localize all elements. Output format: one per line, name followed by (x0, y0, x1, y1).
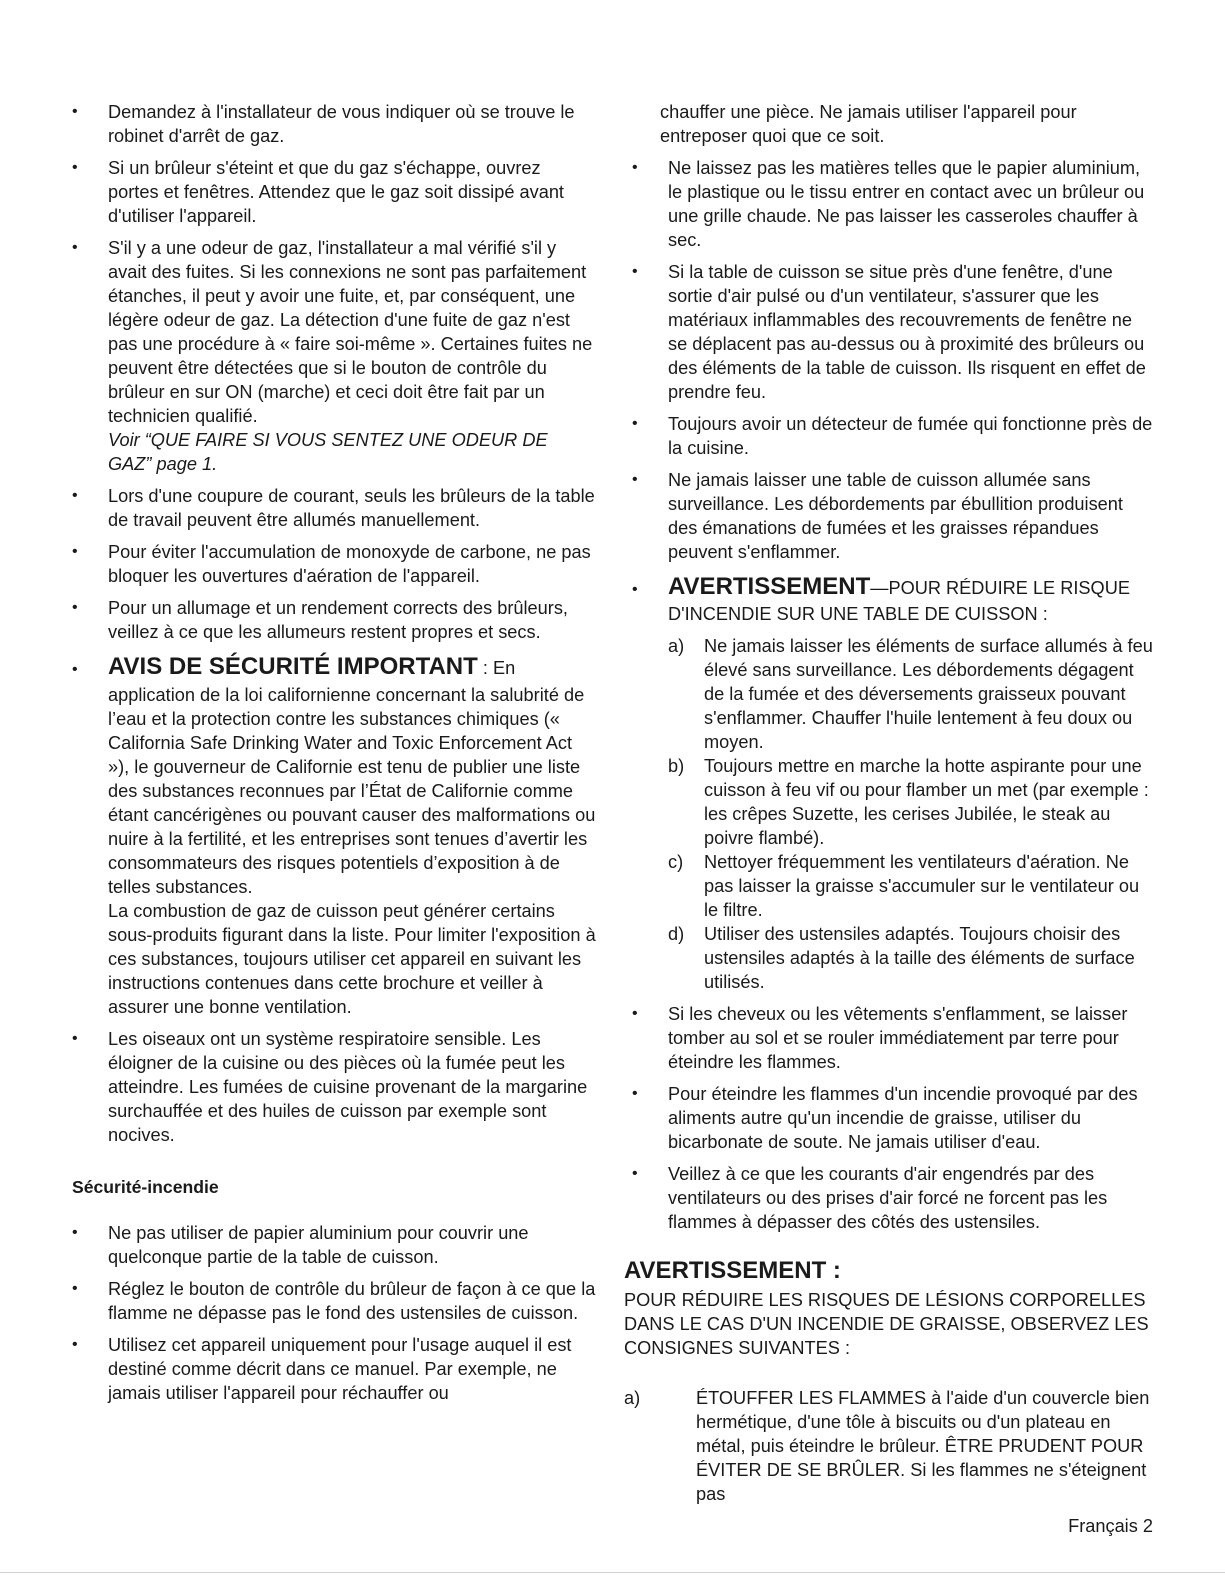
list-item-text: Les oiseaux ont un système respiratoire sensible. Les éloigner de la cuisine ou des pièces où la fumée peut les atteindre. Les fumées de cuisine provenant de la margarine surchauffée et des huiles de cuisson par exemple sont nocives. (108, 1029, 588, 1145)
list-item (624, 1082, 1154, 1154)
list-item (64, 1277, 596, 1325)
sublist-letter: a) (624, 1388, 641, 1408)
bullet-icon: • (632, 471, 638, 488)
sublist-item (668, 850, 1154, 922)
list-item-text: Si les cheveux ou les vêtements s'enflamment, se laisser tomber au sol et se rouler immédiatement par terre pour éteindre les flammes. (668, 1004, 1128, 1072)
list-item (624, 156, 1154, 252)
warning-text (668, 572, 1154, 626)
warning-body: POUR RÉDUIRE LES RISQUES DE LÉSIONS CORPORELLES DANS LE CAS D'UN INCENDIE DE GRAISSE, OBSERVEZ LES CONSIGNES SUIVANTES : (624, 1290, 1149, 1358)
list-item (64, 1333, 596, 1405)
list-item-text: S'il y a une odeur de gaz, l'installateur a mal vérifié s'il y avait des fuites. Si les connexions ne sont pas parfaitement étanches, il peut y avoir une fuite, et, par conséquent, une légère odeur de gaz. La détection d'une fuite de gaz n'est pas une procédure à « faire soi-même ». Certaines fuites ne peuvent être détectées que si le bouton de contrôle du brûleur en sur ON (marche) et ceci doit être fait par un technicien qualifié. (108, 238, 593, 426)
list-item-text: Pour un allumage et un rendement corrects des brûleurs, veillez à ce que les allumeurs restent propres et secs. (108, 598, 568, 642)
bullet-icon: • (72, 159, 78, 176)
list-item (624, 1162, 1154, 1234)
left-column (64, 100, 596, 1413)
bullet-icon: • (72, 487, 78, 504)
sublist-text: Ne jamais laisser les éléments de surface allumés à feu élevé sans surveillance. Les débordements dégagent de la fumée et des déversements graisseux pouvant s'enflammer. Chauffer l'huile lentement à feu doux ou moyen. (704, 636, 1153, 752)
list-item-text: Veillez à ce que les courants d'air engendrés par des ventilateurs ou des prises d'air forcé ne forcent pas les flammes à dépasser des côtés des ustensiles. (668, 1164, 1108, 1232)
bullet-icon: • (72, 599, 78, 616)
notice-paragraph: La combustion de gaz de cuisson peut générer certains sous-produits figurant dans la liste. Pour limiter l'exposition à ces substances, toujours utiliser cet appareil en suivant les instructions contenues dans cette brochure et veiller à assurer une bonne ventilation. (108, 901, 596, 1017)
list-item (64, 1221, 596, 1269)
list-item-text: Ne pas utiliser de papier aluminium pour couvrir une quelconque partie de la table de cuisson. (108, 1223, 529, 1267)
notice-heading-line (108, 652, 596, 683)
bullet-icon: • (632, 159, 638, 176)
list-item (64, 1027, 596, 1147)
list-item-text: Lors d'une coupure de courant, seuls les brûleurs de la table de travail peuvent être allumés manuellement. (108, 486, 595, 530)
sublist-item (668, 754, 1154, 850)
warning-heading-tail: —POUR RÉDUIRE LE RISQUE D'INCENDIE SUR UNE TABLE DE CUISSON : (668, 578, 1130, 624)
bullet-icon: • (632, 1165, 638, 1182)
sublist-letter: d) (668, 924, 685, 944)
sublist-letter: b) (668, 756, 685, 776)
sublist-item (668, 634, 1154, 754)
list-item (624, 1002, 1154, 1074)
right-column (624, 100, 1154, 1506)
continued-text: chauffer une pièce. Ne jamais utiliser l'appareil pour entreposer quoi que ce soit. (660, 102, 1077, 146)
bullet-icon: • (72, 1030, 78, 1047)
bullet-icon: • (632, 415, 638, 432)
sublist-text: Toujours mettre en marche la hotte aspirante pour une cuisson à feu vif ou pour flamber un met (par exemple : les crêpes Suzette, les cerises Jubilée, le steak au poivre flambé). (704, 756, 1149, 848)
section-title: Sécurité-incendie (72, 1177, 219, 1197)
sublist-text: Nettoyer fréquemment les ventilateurs d'aération. Ne pas laisser la graisse s'accumuler sur le ventilateur ou le filtre. (704, 852, 1140, 920)
list-item (64, 596, 596, 644)
warning-item (624, 572, 1154, 994)
list-item-text: Ne laissez pas les matières telles que le papier aluminium, le plastique ou le tissu entrer en contact avec un brûleur ou une grille chaude. Ne pas laisser les casseroles chauffer à sec. (668, 158, 1145, 250)
list-item (64, 236, 596, 476)
list-item-text: Demandez à l'installateur de vous indiquer où se trouve le robinet d'arrêt de gaz. (108, 102, 575, 146)
list-item-text: Si un brûleur s'éteint et que du gaz s'échappe, ouvrez portes et fenêtres. Attendez que le gaz soit dissipé avant d'utiliser l'appareil. (108, 158, 564, 226)
warning-heading: AVERTISSEMENT : (624, 1257, 841, 1284)
sublist-item (668, 922, 1154, 994)
bullet-icon: • (632, 581, 638, 598)
safety-notice (64, 652, 596, 1019)
sublist-letter: c) (668, 852, 684, 872)
list-item (64, 156, 596, 228)
bullet-icon: • (632, 1005, 638, 1022)
notice-heading-tail: : En (477, 658, 516, 678)
bullet-icon: • (632, 1085, 638, 1102)
list-item-text: Réglez le bouton de contrôle du brûleur de façon à ce que la flamme ne dépasse pas le fond des ustensiles de cuisson. (108, 1279, 596, 1323)
bullet-icon: • (72, 1336, 78, 1353)
page-footer: Français 2 (1068, 1516, 1153, 1536)
bullet-icon: • (72, 661, 78, 678)
list-item-text: Pour éviter l'accumulation de monoxyde de carbone, ne pas bloquer les ouvertures d'aération de l'appareil. (108, 542, 591, 586)
bullet-icon: • (72, 543, 78, 560)
list-item (64, 484, 596, 532)
bullet-icon: • (72, 103, 78, 120)
bullet-icon: • (72, 1280, 78, 1297)
sublist-item (624, 1386, 1154, 1506)
list-item (64, 540, 596, 588)
bullet-icon: • (632, 263, 638, 280)
warning-heading: AVERTISSEMENT (668, 573, 871, 600)
list-item-text: Ne jamais laisser une table de cuisson allumée sans surveillance. Les débordements par ébullition produisent des émanations de fumées et les graisses répandues peuvent s'enflammer. (668, 470, 1123, 562)
sublist-text: Utiliser des ustensiles adaptés. Toujours choisir des ustensiles adaptés à la taille des éléments de surface utilisés. (704, 924, 1135, 992)
sublist-text: ÉTOUFFER LES FLAMMES à l'aide d'un couvercle bien hermétique, d'une tôle à biscuits ou d'un plateau en métal, puis éteindre le brûleur. ÊTRE PRUDENT POUR ÉVITER DE SE BRÛLER. Si les flammes ne s'éteignent pas (696, 1388, 1150, 1504)
list-item-text: Utilisez cet appareil uniquement pour l'usage auquel il est destiné comme décrit dans ce manuel. Par exemple, ne jamais utiliser l'appareil pour réchauffer ou (108, 1335, 572, 1403)
list-item (624, 468, 1154, 564)
warning-sublist (668, 634, 1154, 994)
notice-heading: AVIS DE SÉCURITÉ IMPORTANT (108, 653, 478, 680)
bullet-icon: • (72, 239, 78, 256)
list-item (624, 260, 1154, 404)
sublist-letter: a) (668, 636, 685, 656)
notice-paragraph: application de la loi californienne concernant la salubrité de l’eau et la protection contre les substances chimiques (« California Safe Drinking Water and Toxic Enforcement Act »), le gouverneur de Californie est tenu de publier une liste des substances reconnues par l’État de Californie comme étant cancérigènes ou pouvant causer des malformations ou nuire à la fertilité, et les entreprises sont tenues d’avertir les consommateurs des risques potentiels d’exposition à de telles substances. (108, 685, 596, 897)
bottom-divider (0, 1572, 1225, 1573)
cross-reference: Voir “QUE FAIRE SI VOUS SENTEZ UNE ODEUR DE GAZ” page 1. (108, 430, 548, 474)
list-item-text: Pour éteindre les flammes d'un incendie provoqué par des aliments autre qu'un incendie de graisse, utiliser du bicarbonate de soute. Ne jamais utiliser d'eau. (668, 1084, 1138, 1152)
list-item (64, 100, 596, 148)
list-item (624, 412, 1154, 460)
bullet-icon: • (72, 1224, 78, 1241)
list-item-text: Toujours avoir un détecteur de fumée qui fonctionne près de la cuisine. (668, 414, 1153, 458)
list-item-text: Si la table de cuisson se situe près d'une fenêtre, d'une sortie d'air pulsé ou d'un ventilateur, s'assurer que les matériaux inflammables des recouvrements de fenêtre ne se déplacent pas au-dessus ou à proximité des brûleurs ou des éléments de la table de cuisson. Ils risquent en effet de prendre feu. (668, 262, 1146, 402)
